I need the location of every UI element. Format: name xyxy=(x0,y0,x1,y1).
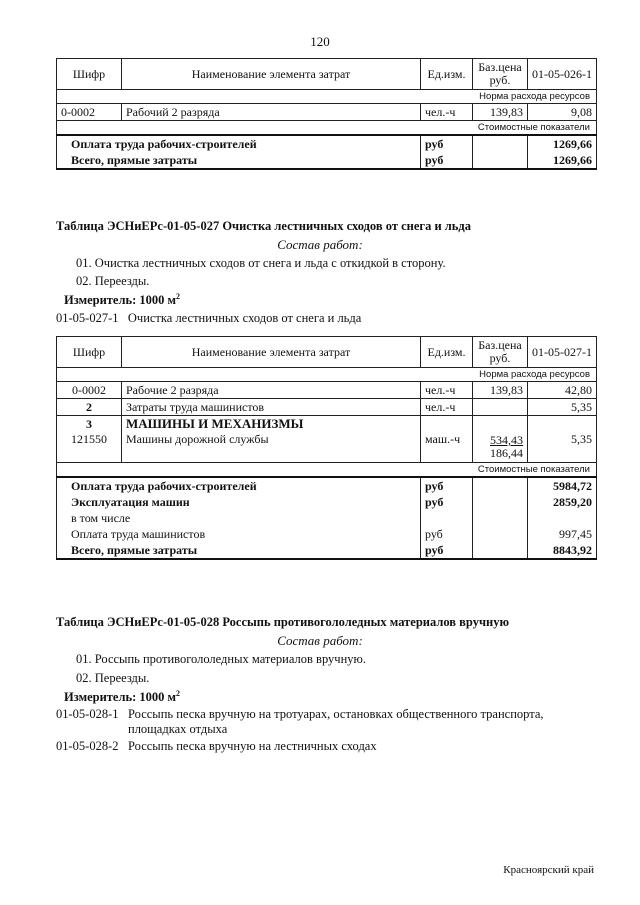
row-value: 5,35 xyxy=(528,399,597,416)
total-direct-name: Всего, прямые затраты xyxy=(57,542,421,559)
header-cipher: Шифр xyxy=(57,59,122,90)
sostav-label: Состав работ: xyxy=(277,633,363,648)
table-code: 01-05-027-1 xyxy=(528,337,597,368)
row-unit: маш.-ч xyxy=(421,432,473,463)
total-direct-unit: руб xyxy=(421,542,473,559)
region-footer: Красноярский край xyxy=(503,864,594,876)
cost-caption: Стоимостные показатели xyxy=(57,463,597,478)
row-code: 121550 xyxy=(57,432,122,463)
rate-code-line: 01-05-028-2 Россыпь песка вручную на лестничных сходах xyxy=(56,739,377,753)
row-unit: чел.-ч xyxy=(421,382,473,399)
row-value: 5,35 xyxy=(528,432,597,463)
total-labor-value: 5984,72 xyxy=(528,477,597,494)
row-name: Машины дорожной службы xyxy=(122,432,421,463)
section-title: Таблица ЭСНиЕРс-01-05-027 Очистка лестничных сходов от снега и льда xyxy=(56,219,471,233)
total-operators-unit: руб xyxy=(421,526,473,542)
page-number: 120 xyxy=(310,34,330,49)
row-value: 42,80 xyxy=(528,382,597,399)
total-labor-value: 1269,66 xyxy=(528,135,597,152)
total-direct-value: 8843,92 xyxy=(528,542,597,559)
section-title: Таблица ЭСНиЕРс-01-05-028 Россыпь противогололедных материалов вручную xyxy=(56,615,510,629)
total-operators-value: 997,45 xyxy=(528,526,597,542)
row-value: 9,08 xyxy=(528,104,597,121)
row-code: 0-0002 xyxy=(57,382,122,399)
total-labor-unit: руб xyxy=(421,135,473,152)
row-price: 534,43 186,44 xyxy=(473,432,528,463)
work-item: 01. Россыпь противогололедных материалов вручную. xyxy=(76,652,366,666)
header-cipher: Шифр xyxy=(57,337,122,368)
header-unit: Ед.изм. xyxy=(421,59,473,90)
work-item: 02. Переезды. xyxy=(76,274,150,288)
header-base-price: Баз.цена руб. xyxy=(473,59,528,90)
total-machines-value: 2859,20 xyxy=(528,494,597,510)
row-name: Затраты труда машинистов xyxy=(122,399,421,416)
total-labor-name: Оплата труда рабочих-строителей xyxy=(57,477,421,494)
resource-table-1 xyxy=(56,58,597,170)
row-unit: чел.-ч xyxy=(421,399,473,416)
header-name: Наименование элемента затрат xyxy=(122,59,421,90)
cost-caption: Стоимостные показатели xyxy=(57,121,597,136)
table-code: 01-05-026-1 xyxy=(528,59,597,90)
header-unit: Ед.изм. xyxy=(421,337,473,368)
row-code: 3 xyxy=(57,416,122,433)
row-unit: чел.-ч xyxy=(421,104,473,121)
total-direct-unit: руб xyxy=(421,152,473,169)
total-direct-value: 1269,66 xyxy=(528,152,597,169)
total-direct-name: Всего, прямые затраты xyxy=(57,152,421,169)
total-machines-name: Эксплуатация машин xyxy=(57,494,421,510)
total-operators-name: Оплата труда машинистов xyxy=(57,526,421,542)
work-item: 01. Очистка лестничных сходов от снега и льда с откидкой в сторону. xyxy=(76,256,446,270)
header-name: Наименование элемента затрат xyxy=(122,337,421,368)
row-name: Рабочий 2 разряда xyxy=(122,104,421,121)
row-price: 139,83 xyxy=(473,104,528,121)
norm-caption: Норма расхода ресурсов xyxy=(57,90,597,104)
measure-label: Измеритель: 1000 $м^2$ xyxy=(64,292,181,308)
rate-code-line: 01-05-027-1 Очистка лестничных сходов от снега и льда xyxy=(56,311,362,325)
row-name: Рабочие 2 разряда xyxy=(122,382,421,399)
total-machines-unit: руб xyxy=(421,494,473,510)
row-price: 139,83 xyxy=(473,382,528,399)
header-base-price: Баз.цена руб. xyxy=(473,337,528,368)
total-labor-unit: руб xyxy=(421,477,473,494)
sostav-label: Состав работ: xyxy=(277,237,363,252)
row-name: МАШИНЫ И МЕХАНИЗМЫ xyxy=(122,416,421,433)
row-code: 2 xyxy=(57,399,122,416)
row-code: 0-0002 xyxy=(57,104,122,121)
work-item: 02. Переезды. xyxy=(76,671,150,685)
norm-caption: Норма расхода ресурсов xyxy=(57,368,597,382)
total-labor-name: Оплата труда рабочих-строителей xyxy=(57,135,421,152)
incl-label: в том числе xyxy=(57,510,421,526)
rate-code-line: 01-05-028-1 Россыпь песка вручную на тротуарах, остановках общественного транспорта, площадках отдыха xyxy=(56,707,544,736)
resource-table-2 xyxy=(56,336,597,560)
measure-label: Измеритель: 1000 $м^2$ xyxy=(64,689,181,705)
